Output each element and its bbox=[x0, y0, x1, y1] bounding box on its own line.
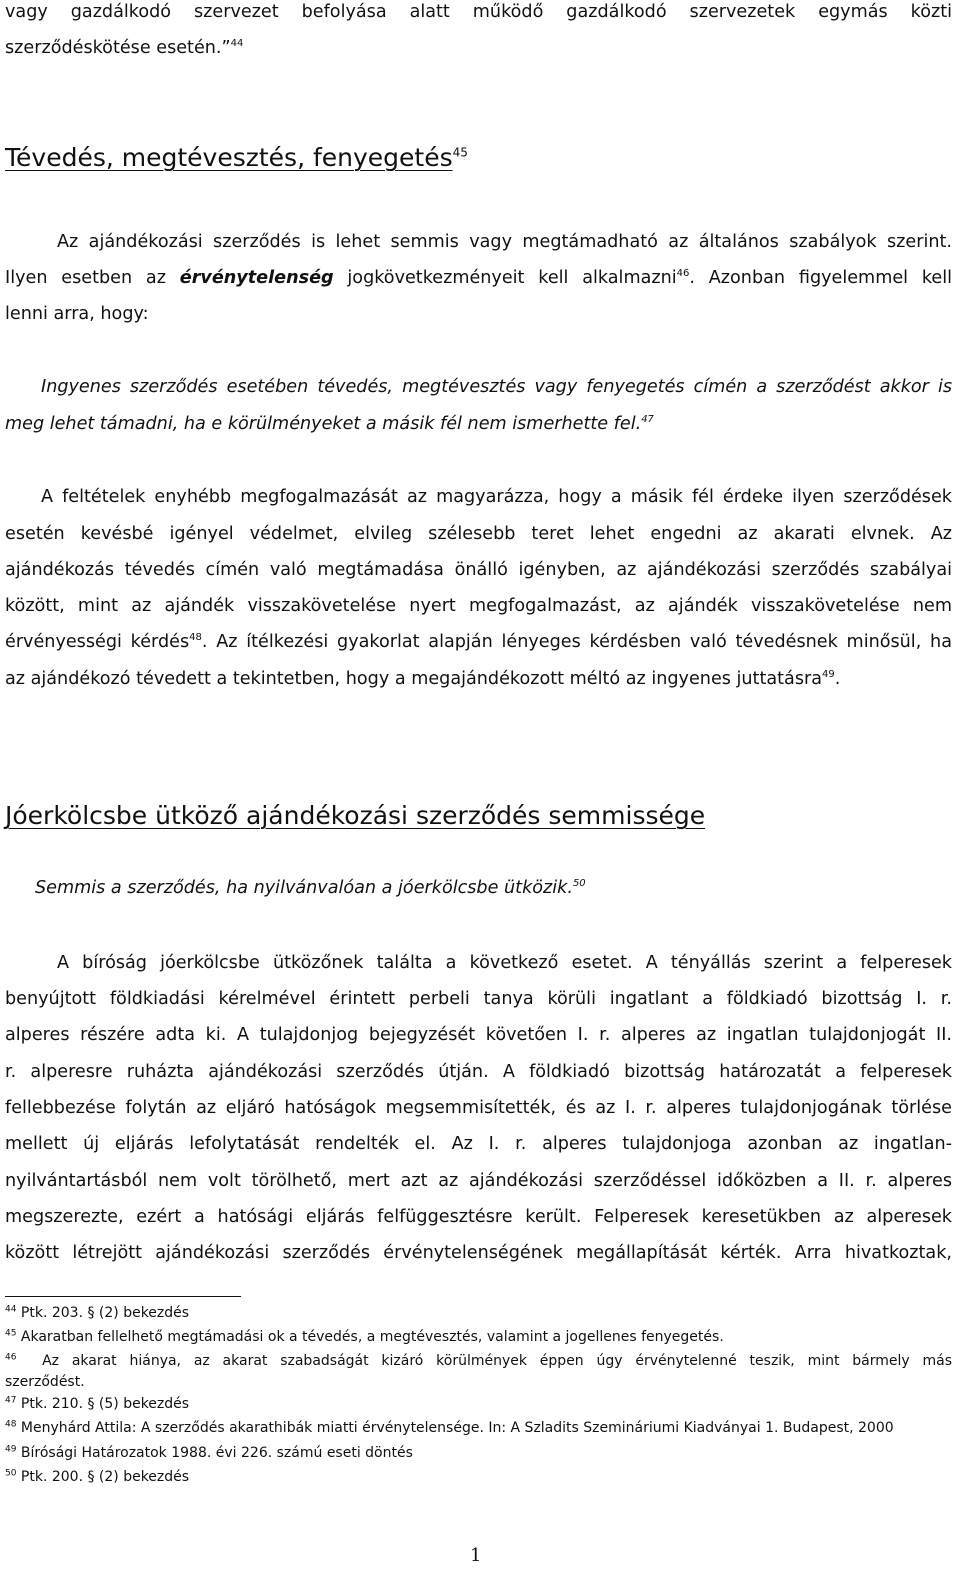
section2-line-6: mellett új eljárás lefolytatását rendelték el. Az I. r. alperes tulajdonjoga azonban az ingatlan- bbox=[5, 1134, 952, 1154]
quote-line-2: meg lehet támadni, ha e körülményeket a másik fél nem ismerhette fel.$^{47}$ bbox=[5, 414, 654, 434]
para1-line-1: Az ajándékozási szerződés is lehet semmis vagy megtámadható az általános szabályok szerint. bbox=[57, 232, 952, 252]
footnote-ref-46[interactable]: 46 bbox=[676, 268, 690, 280]
para1-line-3: lenni arra, hogy: bbox=[5, 304, 149, 324]
footnote-ref-48[interactable]: 48 bbox=[189, 632, 202, 644]
section-heading-tevedes: Tévedés, megtévesztés, fenyegetés$^{45}$ bbox=[5, 143, 468, 172]
para2-line-3: ajándékozás tévedés címén való megtámadása önálló igényben, az ajándékozási szerződés szabályai bbox=[5, 560, 952, 580]
quote-line-1: Ingyenes szerződés esetében tévedés, megtévesztés vagy fenyegetés címén a szerződést akkor is bbox=[41, 377, 952, 397]
section2-quote: Semmis a szerződés, ha nyilvánvalóan a jóerkölcsbe ütközik.$^{50}$ bbox=[35, 878, 586, 898]
continuation-line-1: vagy gazdálkodó szervezet befolyása alatt működő gazdálkodó szervezetek egymás közti bbox=[5, 2, 952, 22]
continuation-line-2: szerződéskötése esetén.”$^{44}$ bbox=[5, 38, 244, 58]
footnote-ref-50[interactable]: 50 bbox=[572, 878, 586, 890]
section2-line-4: r. alperesre ruházta ajándékozási szerződés útján. A földkiadó bizottság határozatát a felperesek bbox=[5, 1062, 952, 1082]
para2-line-6: az ajándékozó tévedett a tekintetben, hogy a megajándékozott méltó az ingyenes juttatásra$^{49}$. bbox=[5, 669, 841, 689]
page-number: 1 bbox=[470, 1545, 482, 1566]
para2-line-4: között, mint az ajándék visszakövetelése nyert megfogalmazást, az ajándék visszakövetelése nem bbox=[5, 596, 952, 616]
footnote-49: $^{49}$ Bírósági Határozatok 1988. évi 226. számú eseti döntés bbox=[5, 1444, 413, 1461]
footnote-separator bbox=[5, 1296, 241, 1297]
section2-line-3: alperes részére adta ki. A tulajdonjog bejegyzését követően I. r. alperes az ingatlan tulajdonjogát II. bbox=[5, 1025, 952, 1045]
footnote-ref-49[interactable]: 49 bbox=[822, 669, 835, 681]
footnote-48: $^{48}$ Menyhárd Attila: A szerződés akarathibák miatti érvénytelensége. In: A Szladits Szemináriumi Kiadványai 1. Budapest, 2000 bbox=[5, 1419, 894, 1436]
para2-line-5: érvényességi kérdés$^{48}$. Az ítélkezési gyakorlat alapján lényeges kérdésben való tévedésnek minősül, ha bbox=[5, 632, 952, 652]
footnote-45: $^{45}$ Akaratban fellelhető megtámadási ok a tévedés, a megtévesztés, valamint a jogellenes fenyegetés. bbox=[5, 1328, 724, 1345]
footnote-44: $^{44}$ Ptk. 203. § (2) bekezdés bbox=[5, 1304, 190, 1321]
para1-line-2: Ilyen esetben az érvénytelenség jogkövetkezményeit kell alkalmazni$^{46}$. Azonban figyelemmel kell bbox=[5, 268, 953, 288]
section2-line-1: A bíróság jóerkölcsbe ütközőnek találta a következő esetet. A tényállás szerint a felperesek bbox=[57, 953, 952, 973]
footnote-46: $^{46}$ Az akarat hiánya, az akarat szabadságát kizáró körülmények éppen úgy érvénytelenné teszik, mint bármely más bbox=[5, 1352, 952, 1369]
footnote-47: $^{47}$ Ptk. 210. § (5) bekezdés bbox=[5, 1395, 190, 1412]
footnote-50: $^{50}$ Ptk. 200. § (2) bekezdés bbox=[5, 1468, 190, 1485]
emphasis-ervenytelenseg: érvénytelenség bbox=[179, 268, 334, 288]
para2-line-1: A feltételek enyhébb megfogalmazását az magyarázza, hogy a másik fél érdeke ilyen szerződések bbox=[41, 487, 952, 507]
footnote-ref-45[interactable]: 45 bbox=[452, 145, 468, 160]
section2-line-9: között létrejött ajándékozási szerződés érvénytelenségének megállapítását kérték. Arra hivatkoztak, bbox=[5, 1243, 952, 1263]
para2-line-2: esetén kevésbé igényel védelmet, elvileg szélesebb teret lehet engedni az akarati elvnek. Az bbox=[5, 524, 952, 544]
section2-line-2: benyújtott földkiadási kérelmével érintett perbeli tanya körüli ingatlant a földkiadó bizottság I. r. bbox=[5, 989, 952, 1009]
footnote-ref-47[interactable]: 47 bbox=[641, 414, 654, 426]
section2-line-7: nyilvántartásból nem volt törölhető, mert azt az ajándékozási szerződéssel időközben a II. r. alperes bbox=[5, 1171, 952, 1191]
section2-line-5: fellebbezése folytán az eljáró hatóságok megsemmisítették, és az I. r. alperes tulajdonjogának törlése bbox=[5, 1098, 952, 1118]
footnote-46-cont: szerződést. bbox=[5, 1374, 85, 1390]
section2-line-8: megszerezte, ezért a hatósági eljárás felfüggesztésre került. Felperesek keresetükben az alperesek bbox=[5, 1207, 952, 1227]
section-heading-joerkolcs: Jóerkölcsbe ütköző ajándékozási szerződés semmissége bbox=[5, 801, 706, 830]
footnote-ref-44[interactable]: 44 bbox=[230, 38, 244, 50]
